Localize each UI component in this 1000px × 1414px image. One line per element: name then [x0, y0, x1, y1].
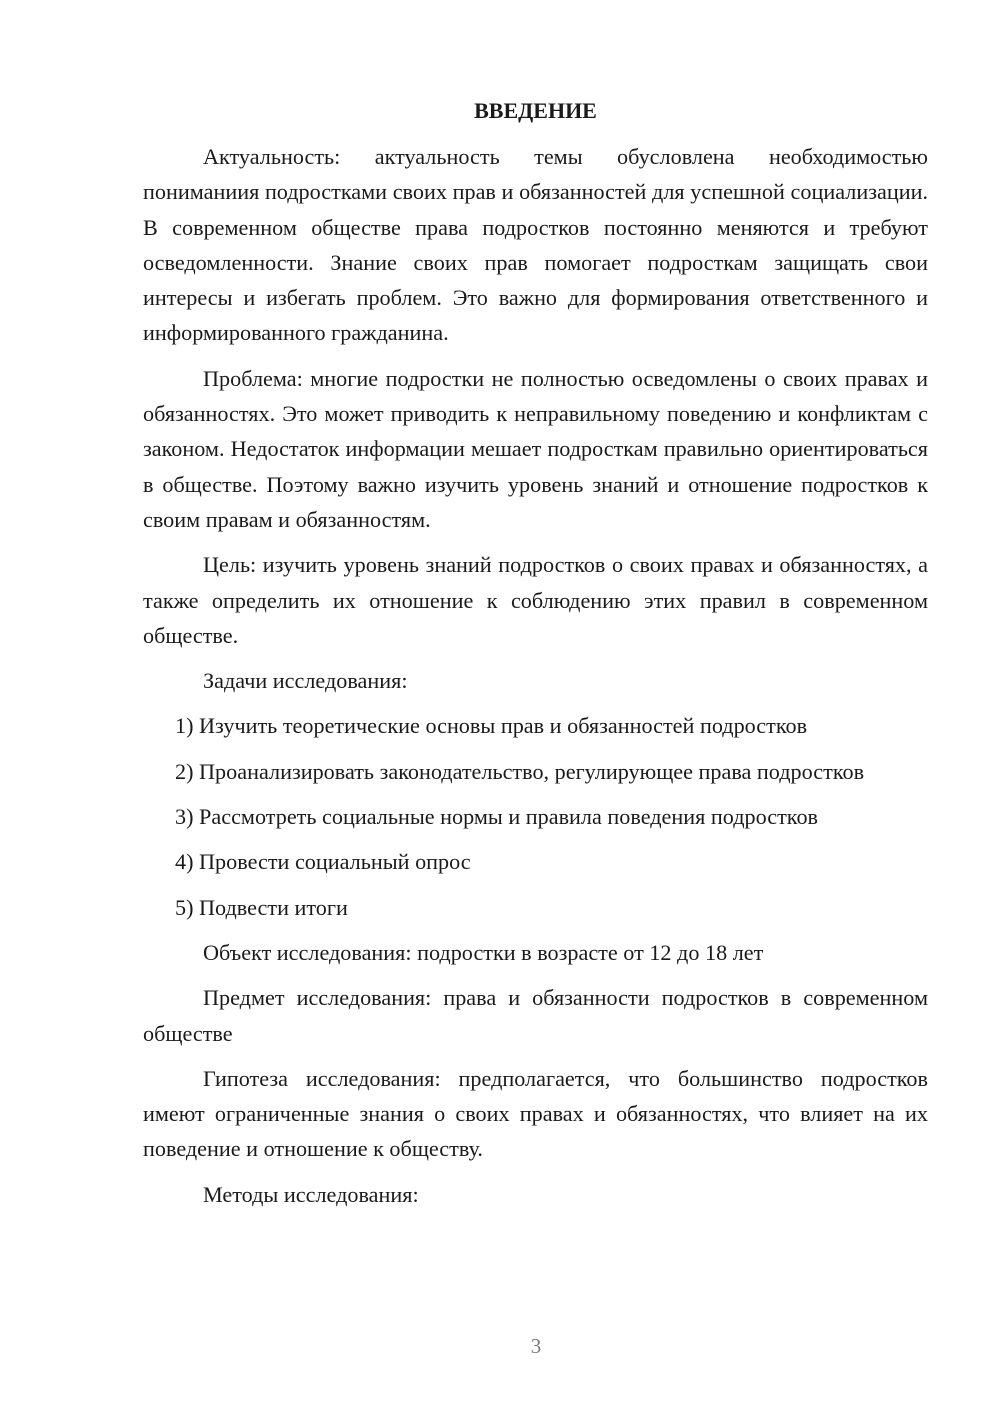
task-item: 1) Изучить теоретические основы прав и обязанностей подростков: [175, 713, 808, 739]
paragraph-problem: Проблема: многие подростки не полностью осведомлены о своих правах и обязанностях. Это может приводить к неправильному поведению и конфликтам с законом. Недостаток информации мешает подросткам правильно ориентироваться в обществе. Поэтому важно изучить уровень знаний и отношение подростков к своим правам и обязанностям.: [143, 365, 928, 532]
page-content: [143, 93, 928, 1222]
page-number: 3: [530, 1334, 542, 1358]
task-item: 4) Провести социальный опрос: [175, 849, 471, 875]
task-item: 2) Проанализировать законодательство, регулирующее права подростков: [175, 758, 865, 784]
page-heading: ВВЕДЕНИЕ: [474, 98, 597, 123]
task-item: 5) Подвести итоги: [175, 894, 348, 920]
paragraph-goal: Цель: изучить уровень знаний подростков о своих правах и обязанностях, а также определить их отношение к соблюдению этих правил в современном обществе.: [143, 552, 928, 648]
paragraph-tasks-heading: Задачи исследования:: [203, 668, 408, 694]
paragraph-relevance: Актуальность: актуальность темы обусловлена необходимостью пониманиия подростками своих прав и обязанностей для успешной социализации. В современном обществе права подростков постоянно меняются и требуют осведомленности. Знание своих прав помогает подросткам защищать свои интересы и избегать проблем. Это важно для формирования ответственного и информированного гражданина.: [143, 144, 928, 346]
paragraph-hypothesis: Гипотеза исследования: предполагается, что большинство подростков имеют ограниченные знания о своих правах и обязанностях, что влияет на их поведение и отношение к обществу.: [143, 1065, 928, 1162]
paragraph-object: Объект исследования: подростки в возрасте от 12 до 18 лет: [203, 939, 764, 965]
paragraph-methods: Методы исследования:: [203, 1181, 419, 1207]
task-item: 3) Рассмотреть социальные нормы и правила поведения подростков: [175, 804, 819, 830]
paragraph-subject: Предмет исследования: права и обязанности подростков в современном обществе: [143, 985, 928, 1046]
